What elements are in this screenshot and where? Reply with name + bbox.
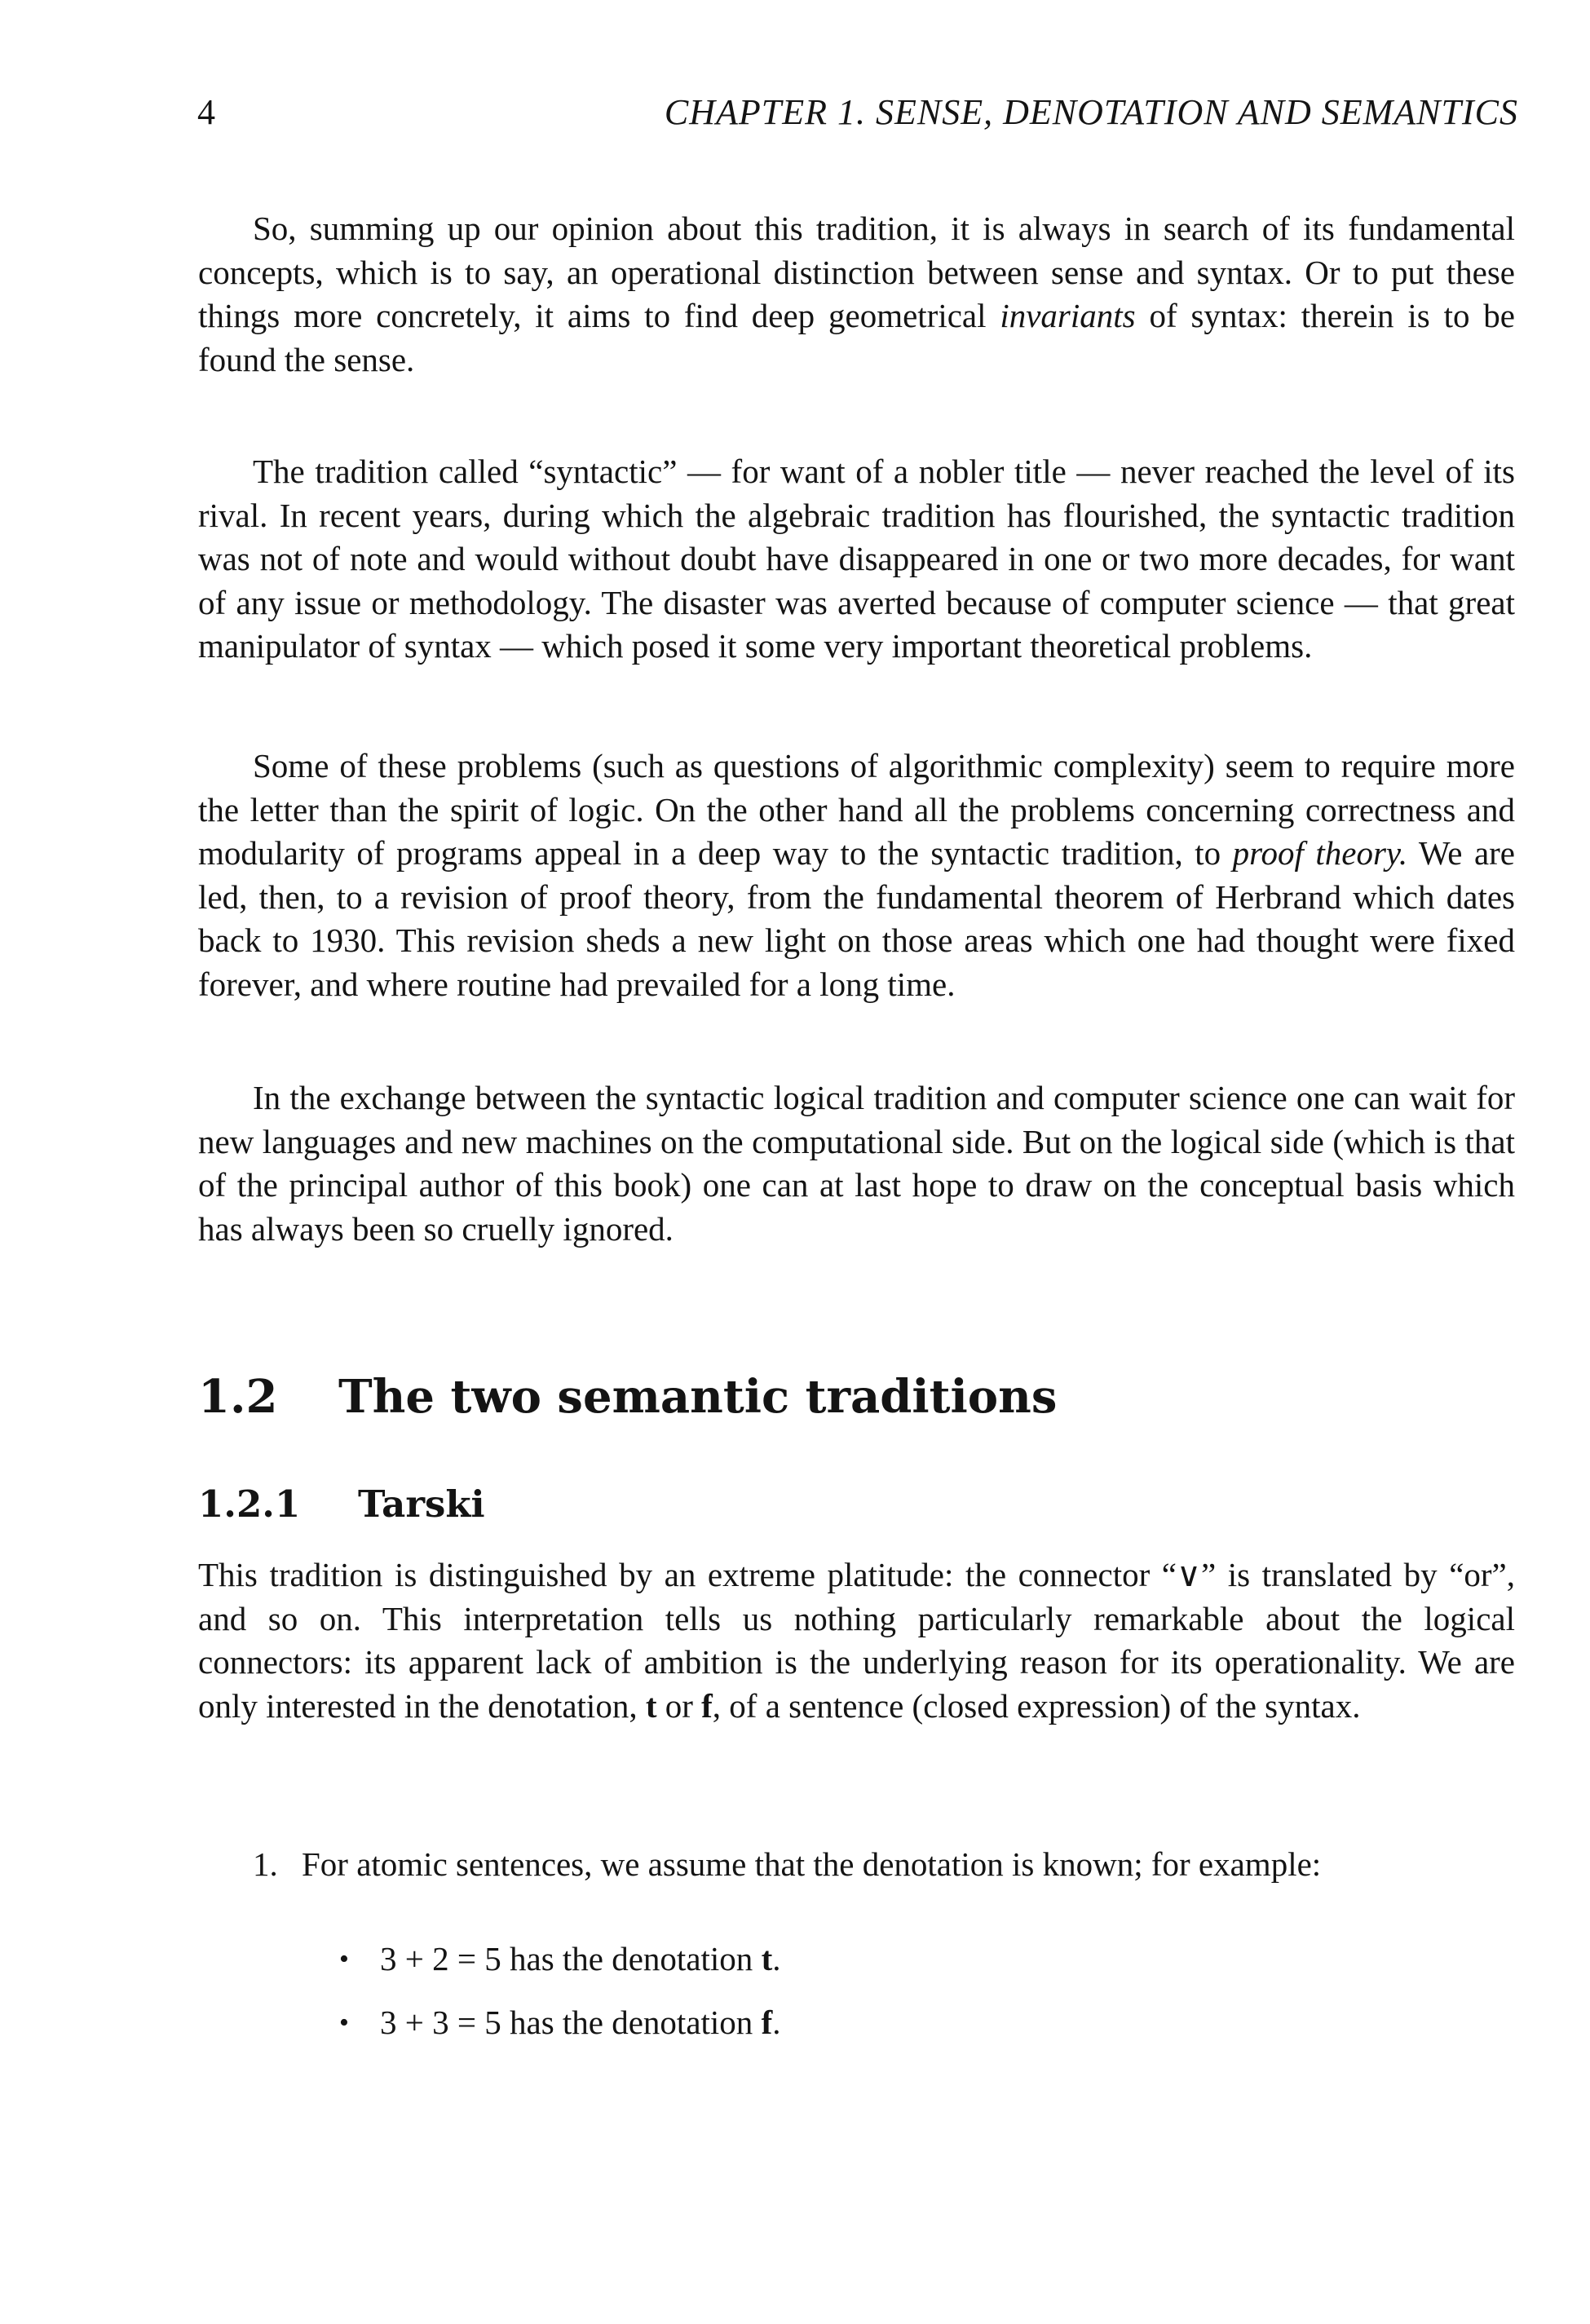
bullet-denotation: f bbox=[761, 2004, 773, 2041]
paragraph-text: So, summing up our opinion about this tradition, it is always in search of its fundamental concepts, which is to say, an operational distinction between sense and syntax. Or to put these things more concretely, it aims to find deep geometrical bbox=[198, 210, 1515, 334]
section-heading bbox=[198, 1370, 1057, 1424]
page-number: 4 bbox=[197, 92, 215, 132]
bullet-expression: 3 + 2 = 5 has the denotation bbox=[380, 1940, 762, 1977]
running-head bbox=[197, 91, 1518, 140]
bullet-period: . bbox=[772, 2004, 781, 2041]
denotation-false: f bbox=[701, 1686, 713, 1725]
emphasis-proof-theory: proof theory. bbox=[1232, 834, 1408, 872]
subsection-heading bbox=[198, 1482, 485, 1526]
bullet-item-1 bbox=[339, 1939, 1399, 1978]
paragraph-text: , of a sentence (closed expression) of the syntax. bbox=[712, 1686, 1361, 1725]
bullet-period: . bbox=[772, 1940, 781, 1977]
paragraph-tarski bbox=[198, 1553, 1515, 1728]
enum-text: For atomic sentences, we assume that the denotation is known; for example: bbox=[302, 1845, 1322, 1883]
bullet-denotation: t bbox=[761, 1940, 773, 1977]
paragraph-text: Some of these problems (such as questions of algorithmic complexity) seem to require more the letter than the spirit of logic. On the other hand all the problems concerning correctness and modularity of programs appeal in a deep way to the syntactic tradition, to bbox=[198, 747, 1515, 872]
emphasis-invariants: invariants bbox=[1000, 297, 1136, 334]
paragraph-text: We are led, then, to a revision of proof theory, from the fundamental theorem of Herbrand which dates back to 1930. This revision sheds a new light on those areas which one had thought were fixed forever, and where routine had prevailed for a long time. bbox=[198, 834, 1515, 1003]
section-number: 1.2 bbox=[198, 1370, 278, 1424]
enum-marker: 1. bbox=[253, 1845, 278, 1883]
paragraph-text: of syntax: therein is to be found the sense. bbox=[198, 297, 1515, 378]
chapter-title: CHAPTER 1. SENSE, DENOTATION AND SEMANTICS bbox=[664, 92, 1518, 132]
enumerated-item-1 bbox=[253, 1845, 1515, 1884]
paragraph-syntactic-tradition: The tradition called “syntactic” — for want of a nobler title — never reached the level of its rival. In recent years, during which the algebraic tradition has flourished, the syntactic tradition was not of note and would without doubt have disappeared in one or two more decades, for want of any issue or methodology. The disaster was averted because of computer science — that great manipulator of syntax — which posed it some very important theoretical problems. bbox=[198, 453, 1515, 665]
section-title: The two semantic traditions bbox=[338, 1370, 1058, 1424]
paragraph-summing-up bbox=[198, 207, 1515, 382]
paragraph-text: or bbox=[656, 1686, 702, 1725]
subsection-title: Tarski bbox=[358, 1482, 485, 1526]
paragraph-proof-theory bbox=[198, 744, 1515, 1006]
bullet-item-2 bbox=[339, 2003, 1399, 2042]
bullet-icon: • bbox=[339, 1944, 349, 1974]
paragraph-text: This tradition is distinguished by an extreme platitude: the connector “∨” is translated by “or”, and so on. This interpretation tells us nothing particularly remarkable about the logical connectors: its apparent lack of ambition is the underlying reason for its operationality. We are only interested in the denotation, bbox=[198, 1556, 1515, 1725]
paragraph-exchange: In the exchange between the syntactic logical tradition and computer science one can wait for new languages and new machines on the computational side. But on the logical side (which is that of the principal author of this book) one can at last hope to draw on the conceptual basis which has always been so cruelly ignored. bbox=[198, 1079, 1515, 1248]
denotation-true: t bbox=[645, 1686, 657, 1725]
subsection-number: 1.2.1 bbox=[198, 1482, 301, 1526]
bullet-expression: 3 + 3 = 5 has the denotation bbox=[380, 2004, 762, 2041]
bullet-icon: • bbox=[339, 2008, 349, 2038]
